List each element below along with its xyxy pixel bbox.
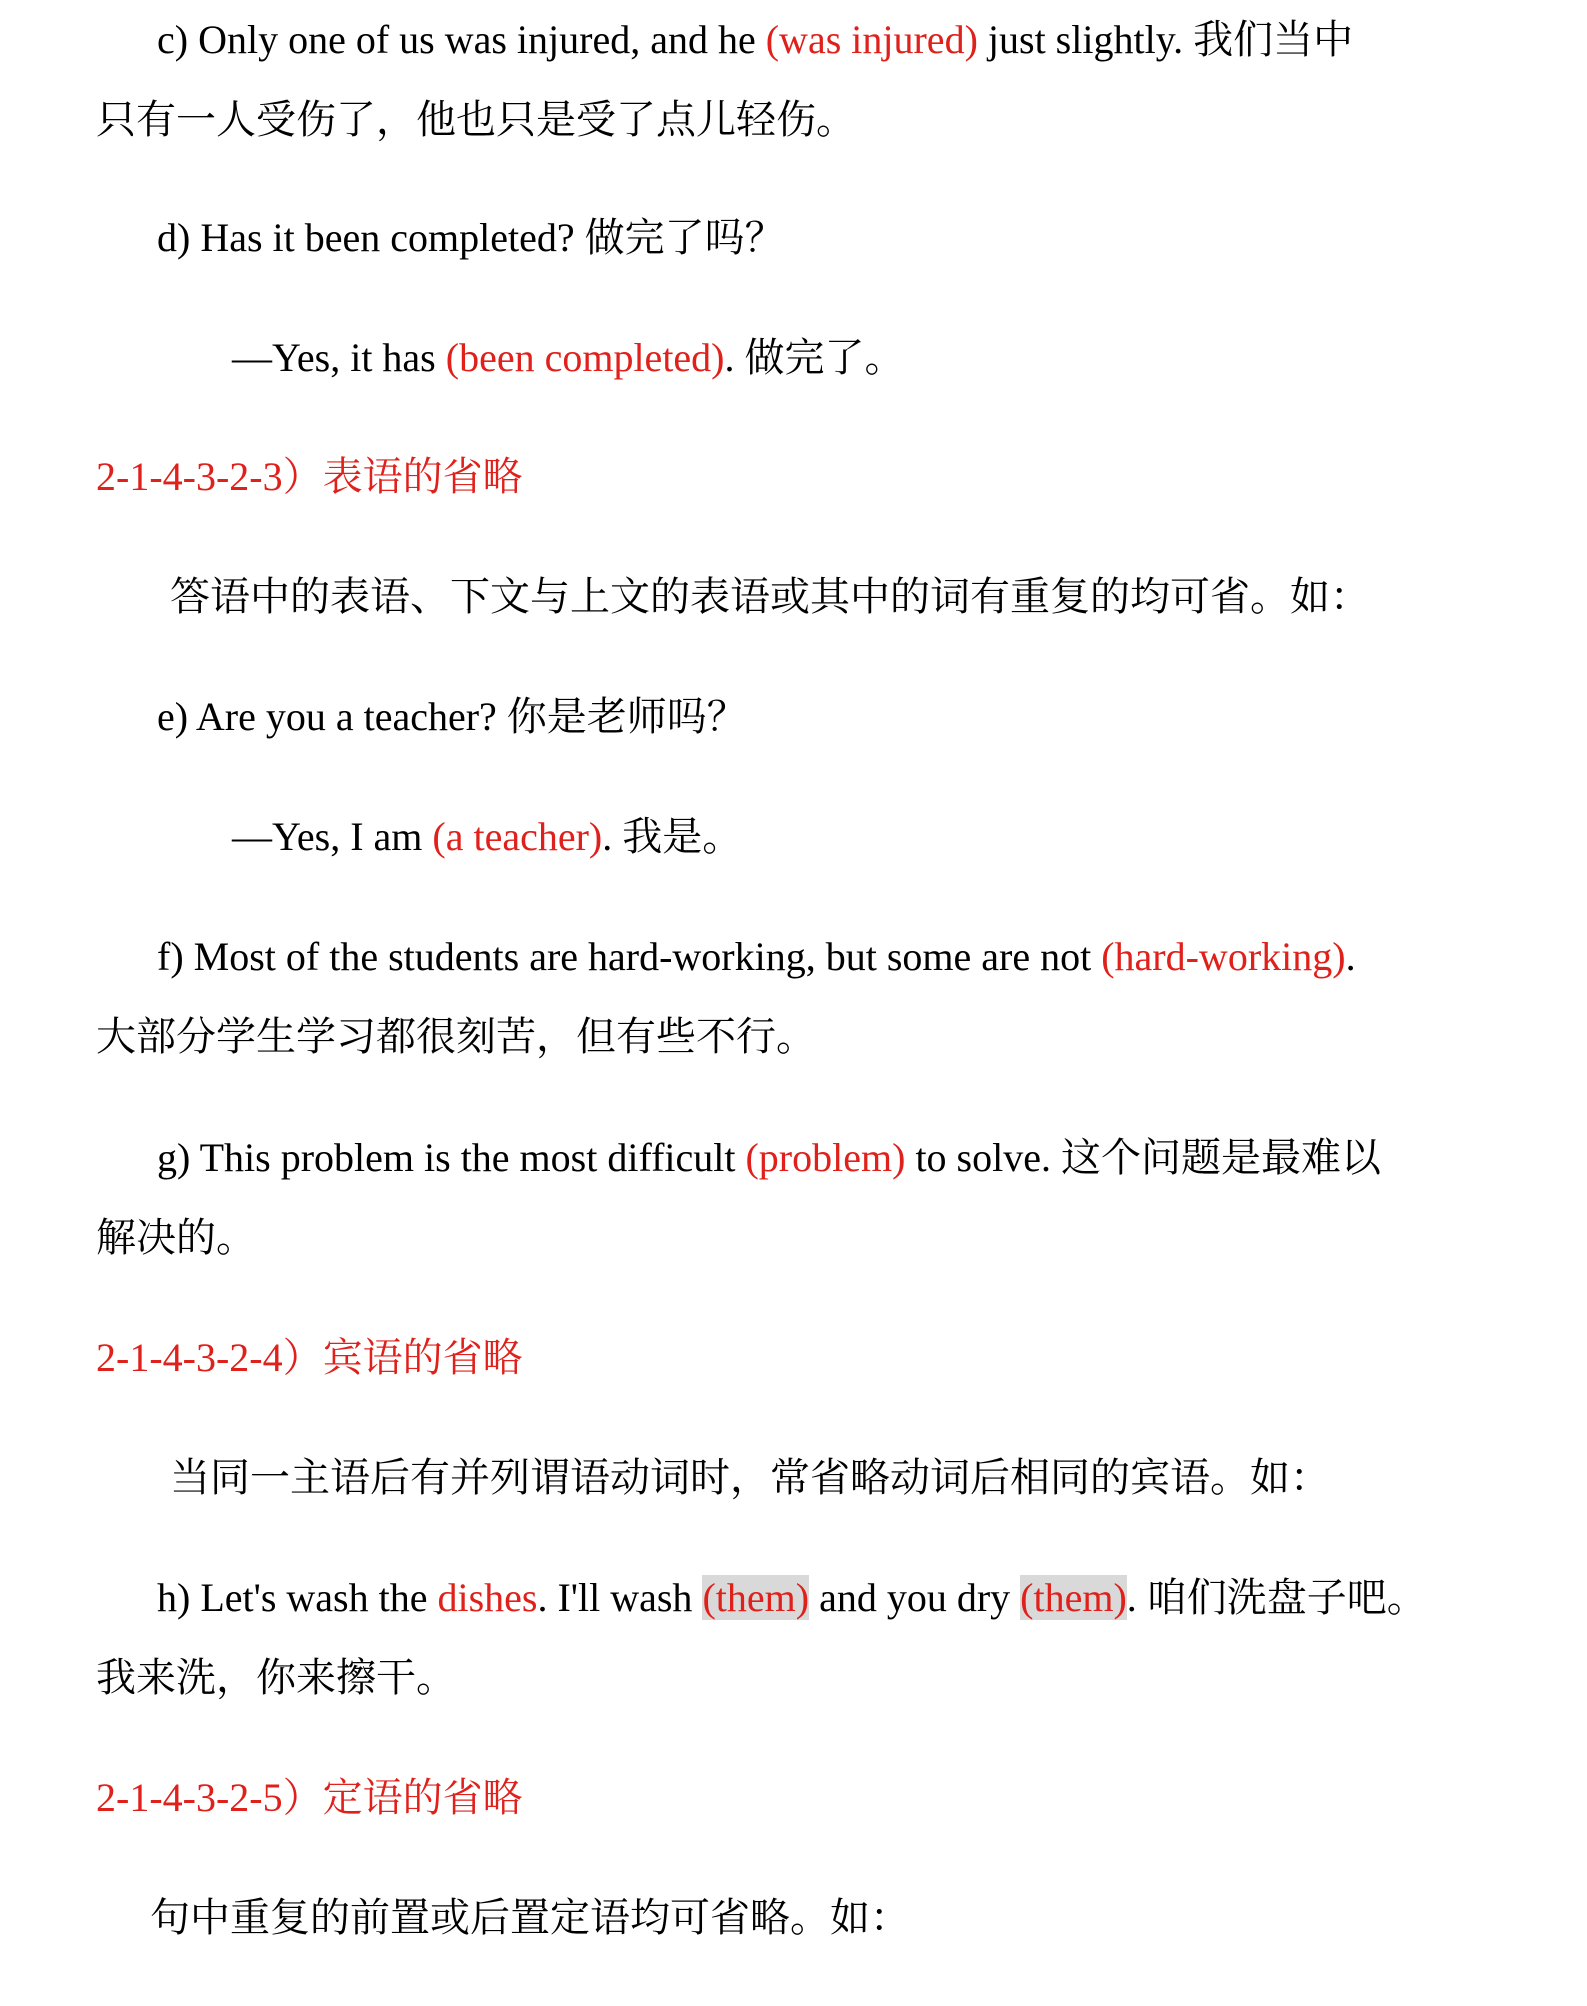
text: and you dry <box>809 1575 1021 1620</box>
section-heading-2-1-4-3-2-3: 2-1-4-3-2-3）表语的省略 <box>96 454 523 499</box>
text: . 我是。 <box>602 814 743 859</box>
text: —Yes, I am <box>232 814 433 859</box>
text: g) This problem is the most difficult <box>157 1135 746 1180</box>
text: . 咱们洗盘子吧。 <box>1126 1575 1427 1620</box>
example-e-line-2 <box>232 812 742 862</box>
omitted-part: (hard-working) <box>1101 934 1346 979</box>
text: to solve. 这个问题是最难以 <box>905 1135 1381 1180</box>
section-intro-paragraph: 当同一主语后有并列谓语动词时，常省略动词后相同的宾语。如： <box>170 1455 1330 1500</box>
example-e-line-1: e) Are you a teacher? 你是老师吗？ <box>157 694 747 739</box>
example-g-line-1 <box>157 1133 1381 1183</box>
omitted-part: (them) <box>1020 1575 1127 1620</box>
text: just slightly. 我们当中 <box>977 17 1354 62</box>
omitted-part: (problem) <box>745 1135 906 1180</box>
example-d-line-2 <box>232 333 905 383</box>
example-d-line-1: d) Has it been completed? 做完了吗？ <box>157 215 785 260</box>
text: —Yes, it has <box>232 335 446 380</box>
example-g-line-2: 解决的。 <box>96 1215 256 1260</box>
section-heading-2-1-4-3-2-4: 2-1-4-3-2-4）宾语的省略 <box>96 1335 523 1380</box>
text: c) Only one of us was injured, and he <box>157 17 766 62</box>
example-f-line-1 <box>157 932 1356 982</box>
example-c-line-1 <box>157 15 1353 65</box>
text: . I'll wash <box>537 1575 703 1620</box>
section-heading-2-1-4-3-2-5: 2-1-4-3-2-5）定语的省略 <box>96 1775 523 1820</box>
text: . <box>1345 934 1356 979</box>
omitted-part: (been completed) <box>445 335 725 380</box>
example-f-line-2: 大部分学生学习都很刻苦，但有些不行。 <box>96 1014 816 1059</box>
example-h-line-1 <box>157 1573 1427 1623</box>
text: h) Let's wash the <box>157 1575 438 1620</box>
example-c-line-2: 只有一人受伤了，他也只是受了点儿轻伤。 <box>96 97 856 142</box>
text: . 做完了。 <box>724 335 905 380</box>
omitted-part: (a teacher) <box>432 814 603 859</box>
omitted-part: (was injured) <box>765 17 978 62</box>
section-intro-paragraph: 句中重复的前置或后置定语均可省略。如： <box>150 1895 910 1940</box>
text: f) Most of the students are hard-working, but some are not <box>157 934 1102 979</box>
section-intro-paragraph: 答语中的表语、下文与上文的表语或其中的词有重复的均可省。如： <box>170 574 1370 619</box>
antecedent-word: dishes <box>437 1575 538 1620</box>
example-h-line-2: 我来洗，你来擦干。 <box>96 1655 456 1700</box>
omitted-part: (them) <box>702 1575 810 1620</box>
